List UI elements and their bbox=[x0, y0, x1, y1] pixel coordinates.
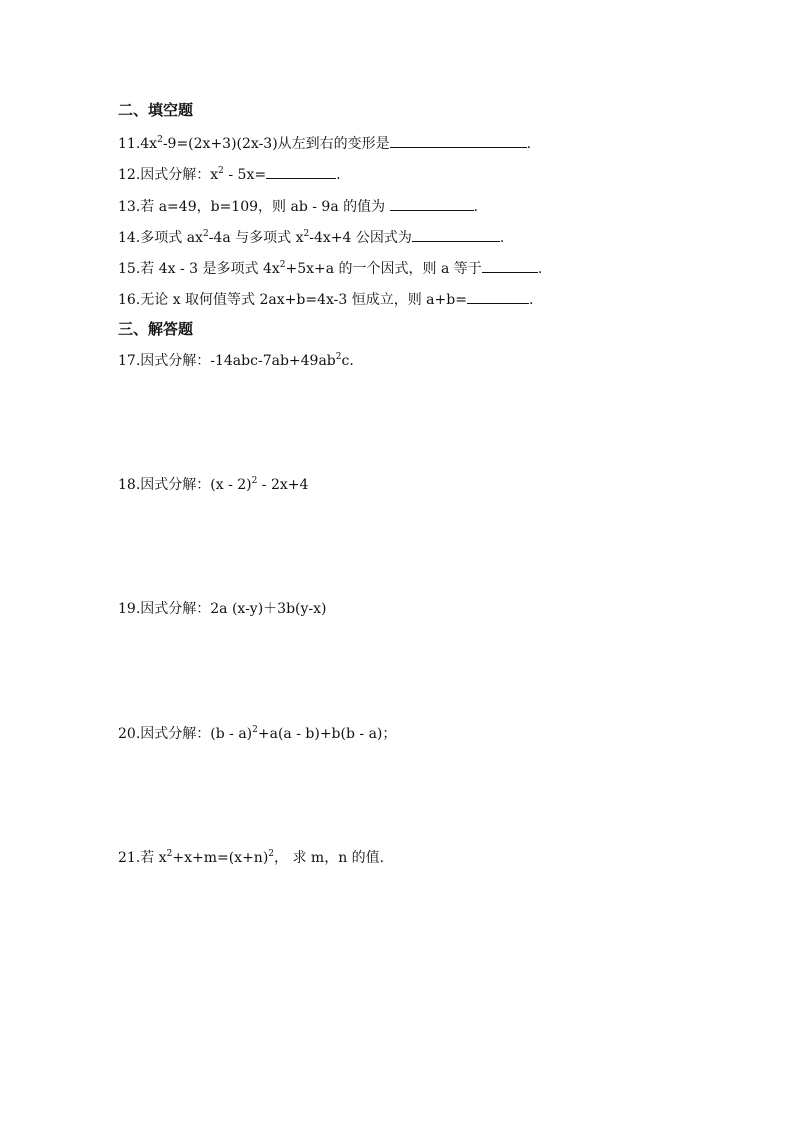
question-number: 20. bbox=[118, 726, 141, 742]
question-16 bbox=[118, 289, 533, 309]
question-number: 13. bbox=[118, 199, 141, 215]
question-text: +a(a - b)+b(b - a)； bbox=[257, 726, 397, 742]
question-number: 21. bbox=[118, 850, 141, 866]
superscript: 2 bbox=[335, 352, 342, 362]
question-18 bbox=[118, 476, 308, 494]
question-number: 14. bbox=[118, 230, 141, 246]
question-text: +5x+a 的一个因式，则 a 等于 bbox=[285, 261, 482, 277]
section-answer-heading: 三、解答题 bbox=[118, 320, 194, 338]
question-number: 16. bbox=[118, 292, 141, 308]
question-number: 17. bbox=[118, 353, 141, 369]
answer-blank[interactable] bbox=[390, 196, 474, 211]
period: . bbox=[336, 167, 341, 183]
question-text: 因式分解：(b - a) bbox=[140, 726, 253, 742]
question-20 bbox=[118, 725, 396, 743]
question-text: - 2x+4 bbox=[257, 477, 309, 493]
question-21 bbox=[118, 849, 384, 867]
period: . bbox=[528, 292, 534, 308]
superscript: 2 bbox=[303, 229, 310, 239]
question-text: -4x+4 公因式为 bbox=[309, 230, 412, 246]
question-text: +x+m=(x+n) bbox=[172, 850, 269, 866]
question-text: 若 x bbox=[140, 850, 167, 866]
question-14 bbox=[118, 227, 504, 247]
question-17 bbox=[118, 352, 354, 370]
answer-blank[interactable] bbox=[467, 289, 529, 304]
answer-blank[interactable] bbox=[390, 133, 527, 148]
question-text: 因式分解：x bbox=[140, 167, 219, 183]
question-number: 15. bbox=[118, 261, 141, 277]
question-text: 若 a=49，b=109，则 ab - 9a 的值为 bbox=[140, 199, 390, 215]
question-number: 12. bbox=[118, 167, 141, 183]
superscript: 2 bbox=[251, 476, 258, 486]
question-19 bbox=[118, 600, 327, 618]
answer-blank[interactable] bbox=[412, 227, 500, 242]
question-text: ， 求 m，n 的值. bbox=[274, 850, 385, 866]
question-text: - 5x= bbox=[223, 167, 267, 183]
answer-blank[interactable] bbox=[482, 258, 538, 273]
period: . bbox=[499, 230, 505, 246]
question-text: c. bbox=[341, 353, 354, 369]
question-13 bbox=[118, 196, 478, 216]
period: . bbox=[537, 261, 543, 277]
question-number: 18. bbox=[118, 477, 141, 493]
question-text: -4a 与多项式 x bbox=[208, 230, 304, 246]
question-text: 若 4x - 3 是多项式 4x bbox=[140, 261, 280, 277]
period: . bbox=[473, 199, 479, 215]
superscript: 2 bbox=[268, 849, 275, 859]
superscript: 2 bbox=[202, 229, 209, 239]
question-text: 因式分解：-14abc-7ab+49ab bbox=[140, 353, 336, 369]
question-text: -9=(2x+3)(2x-3)从左到右的变形是 bbox=[162, 136, 390, 152]
superscript: 2 bbox=[252, 725, 258, 735]
question-text: 4x bbox=[140, 136, 158, 152]
section-fill-in-blank-heading: 二、填空题 bbox=[118, 101, 194, 119]
question-number: 19. bbox=[118, 601, 141, 617]
answer-blank[interactable] bbox=[266, 164, 336, 179]
question-number: 11. bbox=[118, 136, 141, 152]
superscript: 2 bbox=[218, 166, 224, 176]
question-15 bbox=[118, 258, 542, 278]
question-text: 因式分解：2a (x-y)＋3b(y-x) bbox=[140, 601, 327, 617]
superscript: 2 bbox=[157, 135, 163, 145]
superscript: 2 bbox=[279, 260, 286, 270]
superscript: 2 bbox=[166, 849, 173, 859]
question-text: 无论 x 取何值等式 2ax+b=4x-3 恒成立，则 a+b= bbox=[140, 292, 467, 308]
question-12 bbox=[118, 164, 341, 184]
question-text: 多项式 ax bbox=[140, 230, 203, 246]
question-text: 因式分解：(x - 2) bbox=[140, 477, 252, 493]
period: . bbox=[526, 136, 532, 152]
question-11 bbox=[118, 133, 531, 153]
